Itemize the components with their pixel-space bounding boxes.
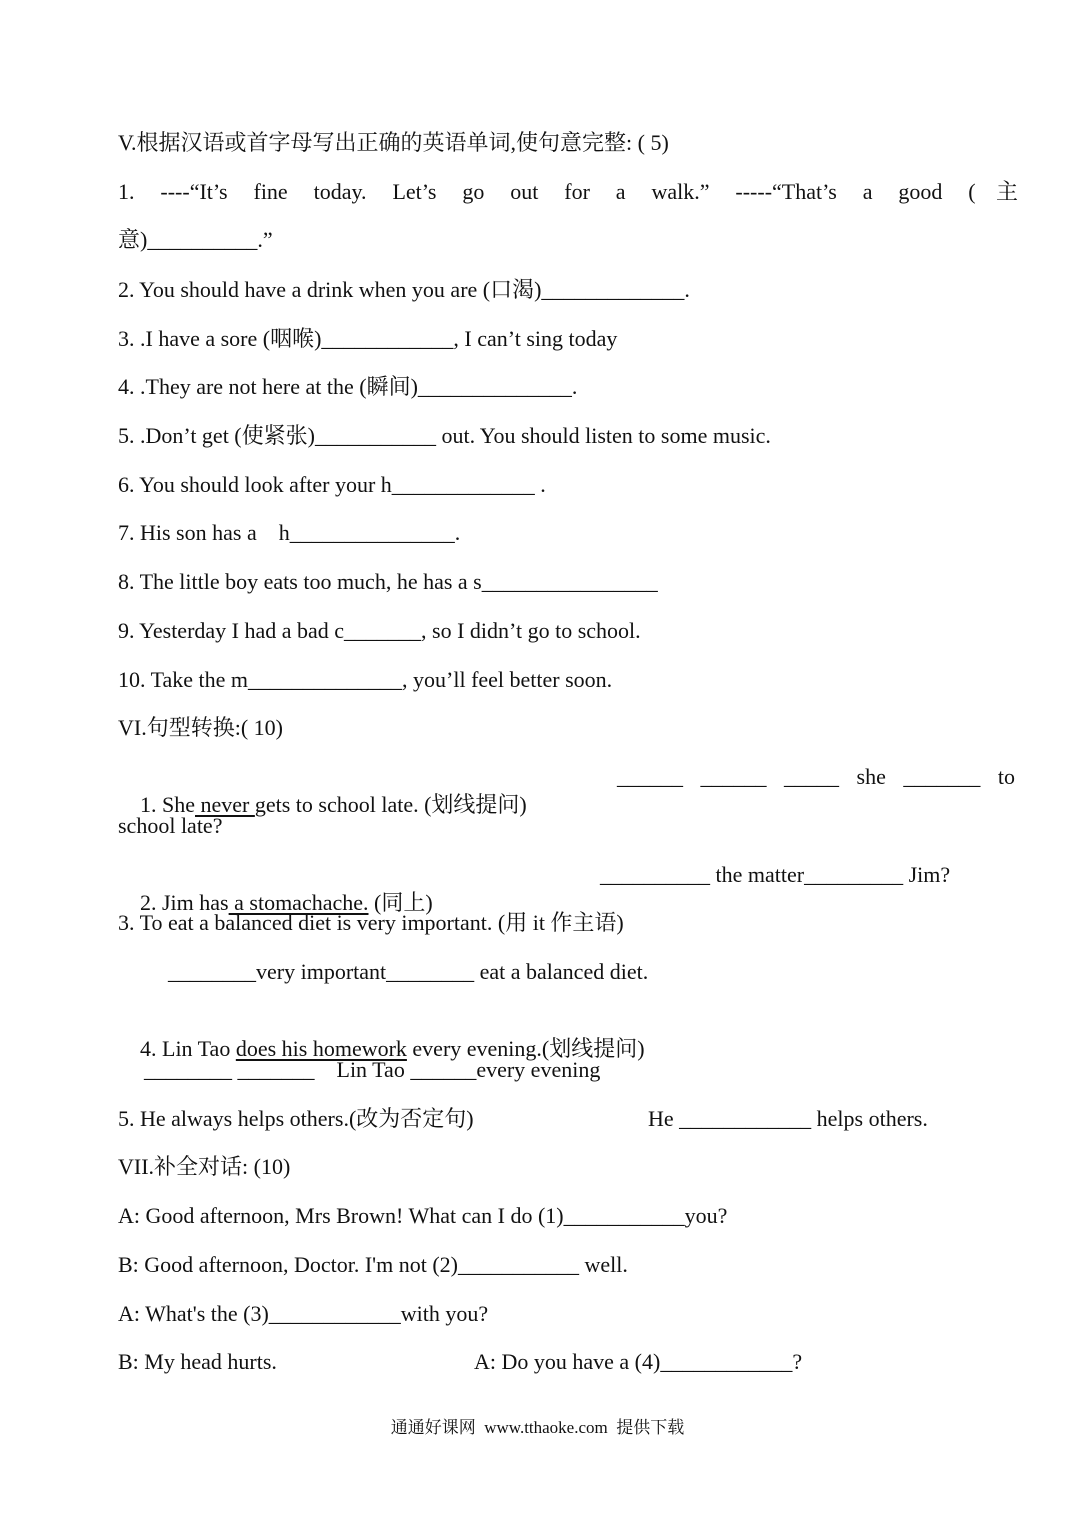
section6-question-4-answer: ________ _______ Lin Tao ______every evening bbox=[144, 1057, 601, 1082]
dialogue-line-1: A: Good afternoon, Mrs Brown! What can I do (1)___________you? bbox=[118, 1203, 728, 1228]
page-footer: 通通好课网 www.tthaoke.com 提供下载 bbox=[390, 1418, 685, 1437]
section5-question-2: 2. You should have a drink when you are (口渴)_____________. bbox=[118, 277, 690, 302]
section5-question-7: 7. His son has a h_______________. bbox=[118, 520, 461, 545]
section6-question-2-answer: __________ the matter_________ Jim? bbox=[600, 862, 951, 887]
section7-heading: VII.补全对话: (10) bbox=[118, 1154, 291, 1179]
section5-question-8: 8. The little boy eats too much, he has a s________________ bbox=[118, 569, 658, 594]
dialogue-line-4b: A: Do you have a (4)____________? bbox=[474, 1349, 803, 1374]
dialogue-line-2: B: Good afternoon, Doctor. I'm not (2)___________ well. bbox=[118, 1252, 628, 1277]
q1-underlined: never bbox=[195, 792, 255, 817]
section5-question-1-continued: 意)__________.” bbox=[118, 227, 273, 252]
section5-question-9: 9. Yesterday I had a bad c_______, so I didn’t go to school. bbox=[118, 618, 641, 643]
dialogue-line-3: A: What's the (3)____________with you? bbox=[118, 1301, 489, 1326]
section6-heading: VI.句型转换:( 10) bbox=[118, 715, 283, 740]
dialogue-line-4a: B: My head hurts. bbox=[118, 1349, 277, 1374]
q1-suffix: gets to school late. (划线提问) bbox=[254, 792, 527, 817]
section6-question-1-answer: ______ ______ _____ she _______ to bbox=[617, 764, 1015, 789]
section6-question-3-answer: ________very important________ eat a balanced diet. bbox=[168, 959, 649, 984]
q2-underlined: a stomachache. bbox=[228, 890, 369, 915]
section6-question-5-answer: He ____________ helps others. bbox=[648, 1106, 928, 1131]
section5-question-1: 1. ----“It’s fine today. Let’s go out for a walk.” -----“That’s a good (主 bbox=[118, 179, 1018, 204]
section5-question-4: 4. .They are not here at the (瞬间)______________. bbox=[118, 374, 578, 399]
section5-question-10: 10. Take the m______________, you’ll feel better soon. bbox=[118, 667, 613, 692]
section5-question-3: 3. .I have a sore (咽喉)____________, I can’t sing today bbox=[118, 326, 618, 351]
section5-question-6: 6. You should look after your h_____________ . bbox=[118, 472, 546, 497]
q4-prefix: 4. Lin Tao bbox=[140, 1036, 236, 1061]
q4-suffix: every evening.(划线提问) bbox=[406, 1036, 645, 1061]
section6-question-5: 5. He always helps others.(改为否定句) bbox=[118, 1106, 474, 1131]
q4-underlined: does his homework bbox=[235, 1036, 407, 1061]
section6-question-1-continued: school late? bbox=[118, 813, 223, 838]
q2-prefix: 2. Jim has bbox=[140, 890, 229, 915]
q2-suffix: (同上) bbox=[368, 890, 433, 915]
q1-prefix: 1. She bbox=[140, 792, 195, 817]
section5-heading: V.根据汉语或首字母写出正确的英语单词,使句意完整: ( 5) bbox=[118, 130, 669, 155]
section5-question-5: 5. .Don’t get (使紧张)___________ out. You should listen to some music. bbox=[118, 423, 771, 448]
section6-question-3: 3. To eat a balanced diet is very important. (用 it 作主语) bbox=[118, 910, 624, 935]
